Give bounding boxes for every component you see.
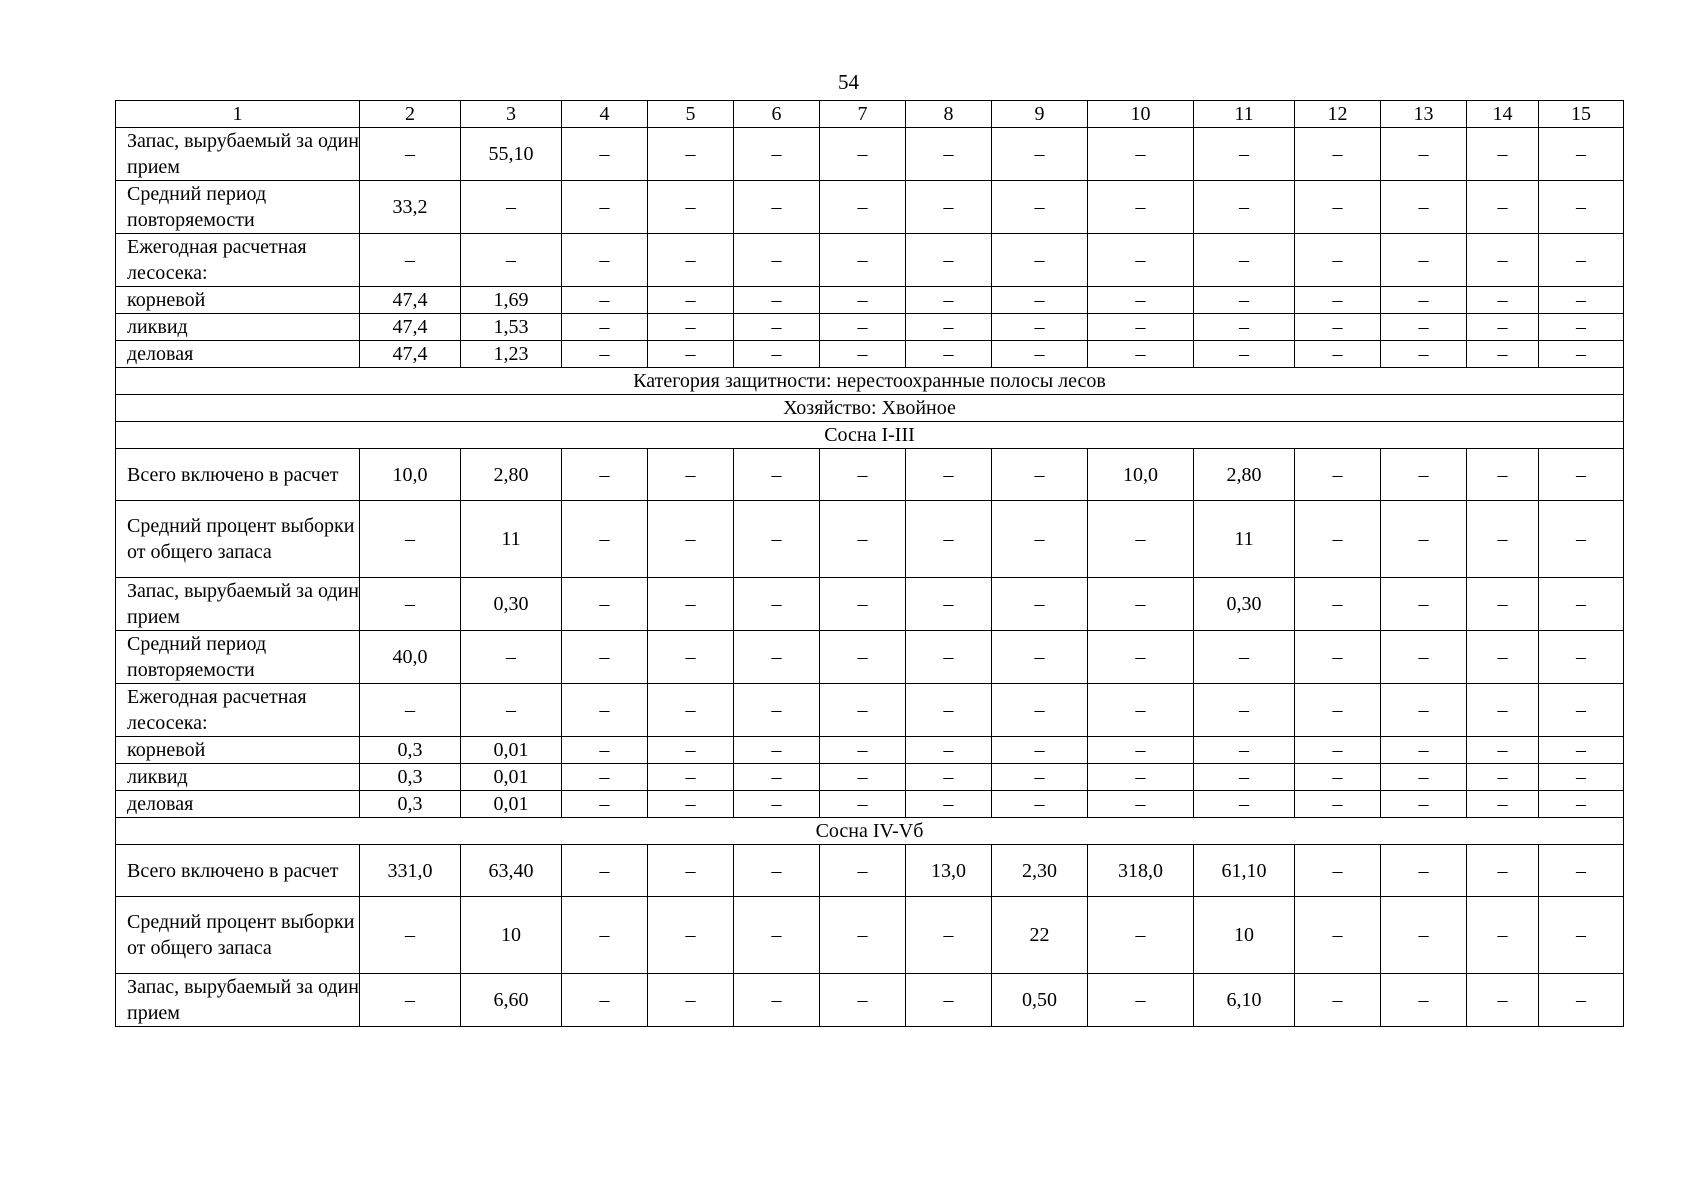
table-cell: – xyxy=(1194,287,1295,314)
table-cell: – xyxy=(562,341,648,368)
table-cell: – xyxy=(1381,684,1467,737)
table-cell: 40,0 xyxy=(360,631,461,684)
column-header: 3 xyxy=(461,101,562,128)
table-cell: 63,40 xyxy=(461,845,562,897)
table-cell: – xyxy=(648,314,734,341)
table-cell: – xyxy=(1295,897,1381,974)
table-cell: – xyxy=(1467,181,1539,234)
table-cell: – xyxy=(1539,631,1624,684)
table-cell: – xyxy=(734,578,820,631)
table-cell: – xyxy=(1194,234,1295,287)
table-cell: – xyxy=(1295,764,1381,791)
table-cell: – xyxy=(1088,234,1194,287)
table-cell: – xyxy=(820,684,906,737)
table-cell: – xyxy=(906,631,992,684)
table-cell: – xyxy=(820,578,906,631)
table-cell: – xyxy=(1467,684,1539,737)
table-cell: – xyxy=(820,737,906,764)
section-row xyxy=(116,818,1624,845)
table-cell: – xyxy=(734,845,820,897)
table-cell: – xyxy=(992,737,1088,764)
table-cell: – xyxy=(461,181,562,234)
table-cell: – xyxy=(992,764,1088,791)
table-cell: – xyxy=(1381,314,1467,341)
table-cell: 33,2 xyxy=(360,181,461,234)
table-cell: – xyxy=(734,737,820,764)
table-cell: – xyxy=(1295,181,1381,234)
table-cell: – xyxy=(1539,501,1624,578)
table-cell: – xyxy=(461,234,562,287)
table-cell: – xyxy=(360,974,461,1027)
table-cell: – xyxy=(1381,449,1467,501)
table-cell: 47,4 xyxy=(360,287,461,314)
table-row xyxy=(116,181,1624,234)
table-cell: – xyxy=(648,764,734,791)
table-cell: – xyxy=(648,578,734,631)
table-cell: – xyxy=(562,845,648,897)
table-cell: – xyxy=(906,684,992,737)
table-cell: – xyxy=(1295,578,1381,631)
table-cell: – xyxy=(992,449,1088,501)
table-cell: 2,30 xyxy=(992,845,1088,897)
row-label: деловая xyxy=(116,341,360,368)
table-cell: – xyxy=(1295,501,1381,578)
table-cell: – xyxy=(1467,341,1539,368)
table-cell: – xyxy=(820,501,906,578)
table-cell: – xyxy=(1381,234,1467,287)
table-cell: – xyxy=(648,684,734,737)
table-cell: – xyxy=(1194,341,1295,368)
table-cell: – xyxy=(1381,764,1467,791)
table-cell: – xyxy=(1467,234,1539,287)
table-row xyxy=(116,684,1624,737)
table-cell: – xyxy=(360,578,461,631)
table-cell: – xyxy=(820,764,906,791)
row-label: Ежегодная расчетная лесосека: xyxy=(116,684,360,737)
table-cell: 6,60 xyxy=(461,974,562,1027)
table-cell: – xyxy=(734,181,820,234)
column-header: 8 xyxy=(906,101,992,128)
table-cell: 11 xyxy=(461,501,562,578)
table-cell: – xyxy=(734,764,820,791)
table-cell: 6,10 xyxy=(1194,974,1295,1027)
table-cell: 47,4 xyxy=(360,314,461,341)
section-row xyxy=(116,368,1624,395)
table-cell: – xyxy=(1088,501,1194,578)
table-cell: – xyxy=(360,684,461,737)
table-cell: – xyxy=(734,234,820,287)
table-cell: – xyxy=(562,314,648,341)
table-cell: – xyxy=(1467,287,1539,314)
table-cell: – xyxy=(734,287,820,314)
table-cell: – xyxy=(734,974,820,1027)
table-cell: – xyxy=(562,974,648,1027)
table-row xyxy=(116,449,1624,501)
table-cell: – xyxy=(1467,764,1539,791)
table-cell: – xyxy=(906,737,992,764)
table-cell: – xyxy=(992,631,1088,684)
row-label: Ежегодная расчетная лесосека: xyxy=(116,234,360,287)
page-number: 54 xyxy=(838,70,859,94)
table-cell: 10,0 xyxy=(1088,449,1194,501)
table-cell: – xyxy=(1194,314,1295,341)
row-label: ликвид xyxy=(116,764,360,791)
table-cell: – xyxy=(1381,737,1467,764)
table-cell: – xyxy=(906,791,992,818)
table-cell: 13,0 xyxy=(906,845,992,897)
table-cell: – xyxy=(1467,578,1539,631)
row-label: Запас, вырубаемый за один прием xyxy=(116,128,360,181)
section-title: Сосна I-III xyxy=(116,422,1624,449)
table-cell: – xyxy=(648,631,734,684)
table-cell: – xyxy=(1088,897,1194,974)
table-cell: 0,30 xyxy=(1194,578,1295,631)
table-cell: 11 xyxy=(1194,501,1295,578)
row-label: Средний период повторяемости xyxy=(116,631,360,684)
section-title: Хозяйство: Хвойное xyxy=(116,395,1624,422)
table-cell: – xyxy=(648,234,734,287)
table-cell: – xyxy=(734,314,820,341)
table-cell: – xyxy=(1539,234,1624,287)
table-cell: – xyxy=(1539,314,1624,341)
table-cell: – xyxy=(1467,128,1539,181)
table-cell: – xyxy=(820,287,906,314)
table-row xyxy=(116,128,1624,181)
column-header: 5 xyxy=(648,101,734,128)
table-cell: – xyxy=(1381,341,1467,368)
table-cell: 318,0 xyxy=(1088,845,1194,897)
section-title: Сосна IV-Vб xyxy=(116,818,1624,845)
table-cell: – xyxy=(1381,128,1467,181)
table-cell: – xyxy=(648,845,734,897)
table-cell: – xyxy=(648,501,734,578)
table-cell: 331,0 xyxy=(360,845,461,897)
table-cell: – xyxy=(1381,791,1467,818)
table-cell: 22 xyxy=(992,897,1088,974)
table-cell: – xyxy=(1539,684,1624,737)
table-cell: – xyxy=(1381,631,1467,684)
column-header: 12 xyxy=(1295,101,1381,128)
table-cell: – xyxy=(1295,234,1381,287)
table-cell: – xyxy=(562,897,648,974)
row-label: Всего включено в расчет xyxy=(116,449,360,501)
table-cell: – xyxy=(562,631,648,684)
row-label: деловая xyxy=(116,791,360,818)
column-header: 7 xyxy=(820,101,906,128)
table-cell: – xyxy=(1088,791,1194,818)
table-cell: – xyxy=(734,449,820,501)
table-cell: 2,80 xyxy=(461,449,562,501)
column-header: 9 xyxy=(992,101,1088,128)
table-cell: – xyxy=(648,449,734,501)
table-cell: – xyxy=(992,128,1088,181)
forest-cut-table xyxy=(115,100,1624,1027)
table-cell: – xyxy=(648,974,734,1027)
table-cell: – xyxy=(820,181,906,234)
row-label: корневой xyxy=(116,737,360,764)
table-cell: – xyxy=(906,449,992,501)
table-cell: 10,0 xyxy=(360,449,461,501)
table-cell: – xyxy=(906,128,992,181)
table-cell: – xyxy=(1295,737,1381,764)
table-cell: 55,10 xyxy=(461,128,562,181)
table-cell: – xyxy=(820,631,906,684)
table-cell: 0,01 xyxy=(461,791,562,818)
table-cell: – xyxy=(1539,737,1624,764)
section-row xyxy=(116,395,1624,422)
table-cell: – xyxy=(1088,764,1194,791)
table-cell: – xyxy=(820,449,906,501)
table-cell: – xyxy=(1381,181,1467,234)
table-cell: 1,53 xyxy=(461,314,562,341)
table-cell: – xyxy=(360,501,461,578)
column-header: 13 xyxy=(1381,101,1467,128)
table-cell: – xyxy=(992,341,1088,368)
table-cell: – xyxy=(1088,314,1194,341)
table-cell: – xyxy=(1381,501,1467,578)
row-label: Средний процент выборки от общего запаса xyxy=(116,501,360,578)
table-cell: – xyxy=(992,287,1088,314)
table-cell: 1,69 xyxy=(461,287,562,314)
table-row xyxy=(116,791,1624,818)
table-cell: – xyxy=(1381,974,1467,1027)
table-cell: – xyxy=(1088,287,1194,314)
table-cell: – xyxy=(820,128,906,181)
table-cell: – xyxy=(1295,128,1381,181)
row-label: Запас, вырубаемый за один прием xyxy=(116,578,360,631)
table-cell: – xyxy=(734,501,820,578)
table-cell: – xyxy=(1295,631,1381,684)
table-cell: 61,10 xyxy=(1194,845,1295,897)
table-cell: – xyxy=(906,341,992,368)
table-cell: – xyxy=(648,737,734,764)
column-header: 14 xyxy=(1467,101,1539,128)
column-header: 11 xyxy=(1194,101,1295,128)
row-label: Запас, вырубаемый за один прием xyxy=(116,974,360,1027)
table-cell: – xyxy=(1539,449,1624,501)
table-cell: – xyxy=(734,791,820,818)
table-cell: – xyxy=(360,128,461,181)
table-cell: – xyxy=(1295,449,1381,501)
column-header: 6 xyxy=(734,101,820,128)
table-cell: 0,01 xyxy=(461,737,562,764)
table-cell: – xyxy=(1088,974,1194,1027)
table-cell: – xyxy=(562,501,648,578)
table-cell: – xyxy=(906,501,992,578)
table-cell: – xyxy=(648,897,734,974)
table-cell: – xyxy=(1539,128,1624,181)
table-cell: – xyxy=(648,341,734,368)
column-header: 10 xyxy=(1088,101,1194,128)
table-cell: – xyxy=(906,314,992,341)
table-cell: – xyxy=(1194,791,1295,818)
table-cell: – xyxy=(461,631,562,684)
table-cell: – xyxy=(1088,737,1194,764)
table-cell: – xyxy=(1467,501,1539,578)
table-cell: – xyxy=(562,764,648,791)
table-row xyxy=(116,501,1624,578)
table-cell: – xyxy=(648,791,734,818)
table-cell: – xyxy=(1295,314,1381,341)
row-label: корневой xyxy=(116,287,360,314)
table-cell: – xyxy=(562,181,648,234)
table-cell: – xyxy=(1467,791,1539,818)
table-cell: – xyxy=(820,234,906,287)
table-cell: – xyxy=(734,631,820,684)
table-cell: – xyxy=(1295,341,1381,368)
table-cell: – xyxy=(1295,287,1381,314)
table-cell: – xyxy=(1467,631,1539,684)
table-cell: – xyxy=(992,501,1088,578)
table-row xyxy=(116,314,1624,341)
table-cell: – xyxy=(1467,974,1539,1027)
table-cell: – xyxy=(906,181,992,234)
table-cell: – xyxy=(1088,684,1194,737)
table-cell: – xyxy=(820,314,906,341)
table-cell: – xyxy=(1194,631,1295,684)
table-cell: – xyxy=(734,897,820,974)
table-cell: 47,4 xyxy=(360,341,461,368)
table-cell: 0,3 xyxy=(360,764,461,791)
row-label: ликвид xyxy=(116,314,360,341)
table-cell: – xyxy=(1194,764,1295,791)
table-cell: – xyxy=(1194,737,1295,764)
table-cell: – xyxy=(906,897,992,974)
table-cell: – xyxy=(906,578,992,631)
table-cell: – xyxy=(562,287,648,314)
table-cell: – xyxy=(562,234,648,287)
table-cell: – xyxy=(562,737,648,764)
table-row xyxy=(116,287,1624,314)
table-cell: – xyxy=(1539,897,1624,974)
table-cell: – xyxy=(1194,181,1295,234)
table-cell: – xyxy=(820,897,906,974)
table-cell: – xyxy=(1381,897,1467,974)
column-header: 2 xyxy=(360,101,461,128)
table-row xyxy=(116,631,1624,684)
table-cell: – xyxy=(1467,314,1539,341)
table-cell: – xyxy=(992,684,1088,737)
table-row xyxy=(116,974,1624,1027)
table-cell: – xyxy=(1295,974,1381,1027)
section-title: Категория защитности: нерестоохранные полосы лесов xyxy=(116,368,1624,395)
table-cell: 1,23 xyxy=(461,341,562,368)
table-cell: – xyxy=(1088,128,1194,181)
table-cell: 0,30 xyxy=(461,578,562,631)
table-cell: – xyxy=(820,341,906,368)
table-cell: 0,50 xyxy=(992,974,1088,1027)
table-cell: – xyxy=(562,128,648,181)
row-label: Средний процент выборки от общего запаса xyxy=(116,897,360,974)
column-header: 15 xyxy=(1539,101,1624,128)
table-row xyxy=(116,845,1624,897)
column-header: 4 xyxy=(562,101,648,128)
table-row xyxy=(116,341,1624,368)
table-cell: – xyxy=(562,449,648,501)
table-cell: – xyxy=(1088,578,1194,631)
table-header-row xyxy=(116,101,1624,128)
table-cell: – xyxy=(1539,845,1624,897)
table-cell: – xyxy=(1467,449,1539,501)
table-cell: – xyxy=(562,578,648,631)
table-cell: – xyxy=(1539,764,1624,791)
table-row xyxy=(116,764,1624,791)
table-row xyxy=(116,737,1624,764)
table-cell: – xyxy=(648,181,734,234)
table-cell: – xyxy=(1539,287,1624,314)
table-cell: – xyxy=(992,791,1088,818)
table-cell: – xyxy=(906,287,992,314)
table-row xyxy=(116,234,1624,287)
table-cell: – xyxy=(648,287,734,314)
table-row xyxy=(116,897,1624,974)
table-cell: – xyxy=(1194,684,1295,737)
table-cell: – xyxy=(648,128,734,181)
table-cell: – xyxy=(820,974,906,1027)
table-cell: – xyxy=(360,897,461,974)
table-cell: – xyxy=(1539,181,1624,234)
table-cell: – xyxy=(906,234,992,287)
table-cell: – xyxy=(734,341,820,368)
section-row xyxy=(116,422,1624,449)
column-header: 1 xyxy=(116,101,360,128)
table-cell: – xyxy=(906,764,992,791)
table-cell: – xyxy=(562,684,648,737)
row-label: Средний период повторяемости xyxy=(116,181,360,234)
table-cell: – xyxy=(461,684,562,737)
table-cell: – xyxy=(1295,791,1381,818)
table-cell: – xyxy=(734,128,820,181)
table-cell: – xyxy=(1539,974,1624,1027)
table-cell: – xyxy=(1088,341,1194,368)
table-cell: – xyxy=(1295,845,1381,897)
table-row xyxy=(116,578,1624,631)
table-cell: 10 xyxy=(461,897,562,974)
table-cell: – xyxy=(734,684,820,737)
table-cell: – xyxy=(1381,845,1467,897)
table-cell: – xyxy=(360,234,461,287)
table-cell: – xyxy=(906,974,992,1027)
table-cell: 10 xyxy=(1194,897,1295,974)
table-cell: – xyxy=(1088,181,1194,234)
table-cell: – xyxy=(1088,631,1194,684)
table-cell: 0,01 xyxy=(461,764,562,791)
table-cell: – xyxy=(1467,897,1539,974)
table-cell: – xyxy=(820,845,906,897)
table-cell: – xyxy=(1539,791,1624,818)
table-cell: – xyxy=(1467,845,1539,897)
table-cell: – xyxy=(1381,287,1467,314)
table-cell: – xyxy=(1467,737,1539,764)
table-cell: – xyxy=(992,234,1088,287)
table-cell: – xyxy=(1381,578,1467,631)
table-cell: – xyxy=(1295,684,1381,737)
row-label: Всего включено в расчет xyxy=(116,845,360,897)
table-cell: – xyxy=(992,314,1088,341)
table-cell: – xyxy=(562,791,648,818)
table-cell: 0,3 xyxy=(360,791,461,818)
table-cell: – xyxy=(1539,578,1624,631)
table-cell: – xyxy=(820,791,906,818)
table-cell: – xyxy=(992,181,1088,234)
table-cell: – xyxy=(1539,341,1624,368)
table-cell: – xyxy=(1194,128,1295,181)
table-cell: 2,80 xyxy=(1194,449,1295,501)
table-cell: – xyxy=(992,578,1088,631)
table-cell: 0,3 xyxy=(360,737,461,764)
